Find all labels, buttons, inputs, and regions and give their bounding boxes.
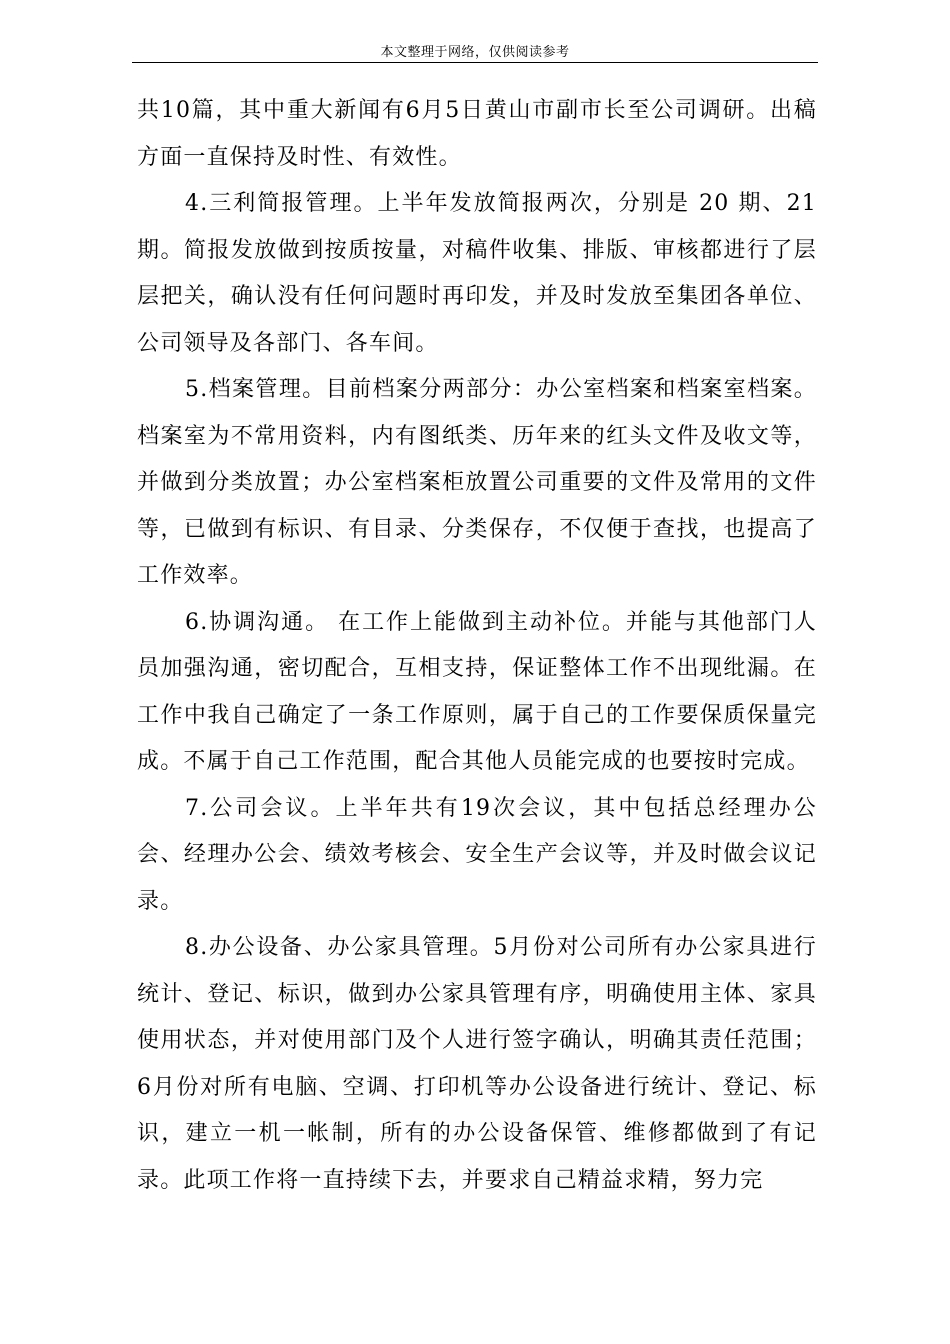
paragraph-archive-management: 5.档案管理。目前档案分两部分：办公室档案和档案室档案。档案室为不常用资料，内有图纸类、历年来的红头文件及收文等，并做到分类放置；办公室档案柜放置公司重要的文件及常用的文件等，已做到有标识、有目录、分类保存，不仅便于查找，也提高了工作效率。: [137, 377, 817, 588]
page-header-note: 本文整理于网络，仅供阅读参考: [132, 44, 818, 63]
paragraph-news-summary: 共10篇，其中重大新闻有6月5日黄山市副市长至公司调研。出稿方面一直保持及时性、有效性。: [137, 98, 817, 170]
document-body: [137, 88, 817, 1204]
paragraph-coordination: 6.协调沟通。 在工作上能做到主动补位。并能与其他部门人员加强沟通，密切配合，互相支持，保证整体工作不出现纰漏。在工作中我自己确定了一条工作原则，属于自己的工作要保质保量完成。不属于自己工作范围，配合其他人员能完成的也要按时完成。: [137, 609, 817, 774]
paragraph-office-equipment: 8.办公设备、办公家具管理。5月份对公司所有办公家具进行统计、登记、标识，做到办公家具管理有序，明确使用主体、家具使用状态，并对使用部门及个人进行签字确认，明确其责任范围；6月份对所有电脑、空调、打印机等办公设备进行统计、登记、标识，建立一机一帐制，所有的办公设备保管、维修都做到了有记录。此项工作将一直持续下去，并要求自己精益求精，努力完: [137, 935, 817, 1193]
paragraph-company-meetings: 7.公司会议。上半年共有19次会议，其中包括总经理办公会、经理办公会、绩效考核会、安全生产会议等，并及时做会议记录。: [137, 795, 817, 914]
paragraph-briefing-management: 4.三利简报管理。上半年发放简报两次，分别是 20 期、21 期。简报发放做到按质按量，对稿件收集、排版、审核都进行了层层把关，确认没有任何问题时再印发，并及时发放至集团各单位、公司领导及各部门、各车间。: [137, 191, 817, 356]
